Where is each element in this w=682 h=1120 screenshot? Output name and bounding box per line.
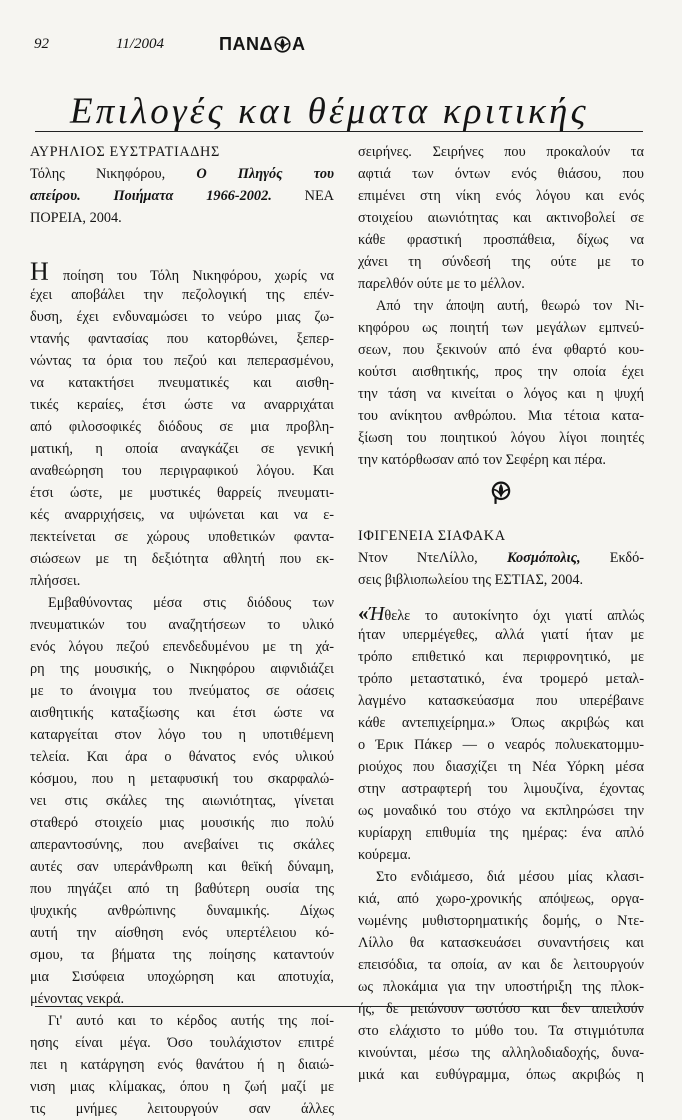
paragraph-line: κυρίαρχη επιθυμία της ημέρας: ένα απλό <box>358 825 644 841</box>
dropcap: Η <box>30 262 49 284</box>
paragraph-line: να κατακτήσει πνευματικές και αισθη- <box>30 375 334 391</box>
paragraph-line: την τάση να κινείται ο λόγος και η ψυχή <box>358 386 644 402</box>
paragraph-line: νώντας τα όρια του πεζού και πεπερασμένου, <box>30 353 334 369</box>
right-column <box>358 141 644 1086</box>
review2-book-title: Κοσμόπολις, <box>506 550 581 566</box>
paragraph-line: στο ελάχιστο το μύθο του. Τα στιγμιότυπα <box>358 1023 644 1039</box>
paragraph-line: ενός λόγου πεζού επενδεδυμένου με τη χά- <box>30 639 334 655</box>
paragraph-line: νωμένης μυθιστορηματικής δομής, ο Ντε- <box>358 913 644 929</box>
paragraph-line: κιά, από χωρο-χρονικής απόψεως, οργα- <box>358 891 644 907</box>
paragraph-line: ρη της μουσικής, ο Νικηφόρου αιφνιδιάζει <box>30 661 334 677</box>
paragraph-line: Από την άποψη αυτή, θεωρώ τον Νι- <box>376 298 644 314</box>
review1-biblio-line1: Τόλης Νικηφόρου, Ο Πληγός του <box>30 166 334 182</box>
paragraph-line: παρελθόν ούτε με το μέλλον. <box>358 276 525 292</box>
paragraph-line: αφτιά των όντων ενός θιάσου, που <box>358 166 644 182</box>
section-title: Επιλογές και θέματα κριτικής <box>70 91 589 132</box>
paragraph-line: ξίωση του ποιητικού λόγου λίγοι ποιητές <box>358 430 644 446</box>
paragraph-line: κινούνται, μέσω της αλληλοδιαδοχής, δυνα- <box>358 1045 644 1061</box>
paragraph-line: Η ποίηση του Τόλη Νικηφόρου, χωρίς να <box>30 262 334 284</box>
paragraph-line: σεων, που ξεκινούν από ένα φθαρτό κου- <box>358 342 644 358</box>
paragraph-line: τικές κεραίες, έτσι ώστε να αναρριχάται <box>30 397 334 413</box>
paragraph-line: σιώσεων με τη δεξιότητα αθλητή που εκ- <box>30 551 334 567</box>
spacer <box>358 591 644 602</box>
paragraph-line: ως μοναδικό του στόχο να εκπληρώσει την <box>358 803 644 819</box>
quote-initial: Ή <box>368 603 385 624</box>
paragraph-line: που πηγάζει από τη βαθύτερη ουσία της <box>30 881 334 897</box>
paragraph-line: απεραντοσύνης, που ανεβαίνει τις σκάλες <box>30 837 334 853</box>
review1-author: ΑΥΡΗΛΙΟΣ ΕΥΣΤΡΑΤΙΑΔΗΣ <box>30 144 220 160</box>
paragraph-line: με το άνοιγμα του πνεύματος σε οάσεις <box>30 683 334 699</box>
paragraph-line: σταθερό στοιχείο μιας μουσικής πιο πολύ <box>30 815 334 831</box>
paragraph-line: κόσμου, που η μεταφυσική του σκαρφαλώ- <box>30 771 334 787</box>
paragraph-line: επιμένει στη νίκη ενός λόγου και ενός <box>358 188 644 204</box>
section-separator <box>358 471 644 525</box>
paragraph-line: του ανίκητου ανθρώπου. Μια τέτοια κατα- <box>358 408 644 424</box>
paragraph-line: πει η κατάργηση ενός θανάτου ή η διαιώ- <box>30 1057 334 1073</box>
paragraph-line: Εμβαθύνοντας μέσα στις διόδους των <box>48 595 334 611</box>
flower-ornament-icon <box>490 481 512 505</box>
paragraph-line: στοιχείου αιωνιότητας και ακτινοβολεί σε <box>358 210 644 226</box>
paragraph-line: χάνει τη σύνδεσή της ούτε με το <box>358 254 644 270</box>
page-number: 92 <box>34 36 49 52</box>
paragraph-line: μικά και ευθύγραμμα, όπως ακριβώς η <box>358 1067 644 1083</box>
logo-text-left: ΠΑΝΔ <box>219 34 273 54</box>
paragraph-line: αυτή την αίσθηση ενός υπερτέλειου κό- <box>30 925 334 941</box>
paragraph-line: αναθεώρηση του περιγραφικού λόγου. Και <box>30 463 334 479</box>
paragraph-line: αυτές σαν υπεράνθρωπη και θεϊκή δύναμη, <box>30 859 334 875</box>
paragraph-line: Στο ενδιάμεσο, διά μέσου μίας κλασι- <box>376 869 644 885</box>
logo-text-right: Α <box>291 34 306 54</box>
review1-book-title-a: Ο Πληγός του <box>196 166 334 182</box>
running-header <box>34 36 648 58</box>
paragraph-line: την κατόρθωσαν από τον Σεφέρη και πέρα. <box>358 452 606 468</box>
paragraph-line: ριούχος που διασχίζει τη Νέα Υόρκη μέσα <box>358 759 644 775</box>
paragraph-line: κούτσι αισθητικής, προς την οποία έχει <box>358 364 644 380</box>
paragraph-line: κάθε φραστική προσπάθεια, δίχως να <box>358 232 644 248</box>
review1-biblio-line3: ΠΟΡΕΙΑ, 2004. <box>30 210 122 226</box>
bottom-rule <box>35 1006 643 1007</box>
paragraph-line: έχει αποβάλει την πεζολογική της επέν- <box>30 287 334 303</box>
paragraph-line: λαγμένο κατασκεύασμα που υπερέβαινε <box>358 693 644 709</box>
paragraph-line: τελεία. Και άρα ο θάνατος ενός υλικού <box>30 749 334 765</box>
paragraph-line: κηφόρου ως ποιητή των μεγάλων εμπνεύ- <box>358 320 644 336</box>
paragraph-line: Γι' αυτό και το κέρδος αυτής της ποί- <box>48 1013 334 1029</box>
paragraph-line: νιση μιας κλίμακας, όπου η ζωή μαζί με <box>30 1079 334 1095</box>
magazine-logo <box>219 34 305 55</box>
paragraph-line: πνευματικών του αναζητήσεων το υλικό <box>30 617 334 633</box>
paragraph-line: νει στις σκάλες της αιωνιότητας, γίνεται <box>30 793 334 809</box>
paragraph-line: κάθε αντεπιχείρημα.» Όπως ακριβώς και <box>358 715 644 731</box>
issue-number: 11/2004 <box>116 36 165 52</box>
paragraph-line: μια Σισύφεια υποχώρηση και αποτυχία, <box>30 969 334 985</box>
paragraph-line: από φιλοσοφικές διόδους σε μια προβλη- <box>30 419 334 435</box>
paragraph-line: επεισόδια, τα οποία, αν και δε λειτουργούν <box>358 957 644 973</box>
paragraph-line: ής, δε μειώνουν ωστόσο και δεν απειλούν <box>358 1001 644 1017</box>
review2-biblio-line2: σεις βιβλιοπωλείου της ΕΣΤΙΑΣ, 2004. <box>358 572 584 588</box>
paragraph-line: δυση, έχει ενδυναμώσει το νεύρο μιας ζω- <box>30 309 334 325</box>
paragraph-line: αισθητικής καταξίωσης και έτσι ώστε να <box>30 705 334 721</box>
paragraph-line: έτσι ώστε, με μυστικές θαρρείς πνευματι- <box>30 485 334 501</box>
paragraph-line: ο Έρικ Πάκερ — ο νεαρός πολυεκατομμυ- <box>358 737 644 753</box>
review2-biblio-line1: Ντον ΝτεΛίλλο, Κοσμόπολις, Εκδό- <box>358 550 644 566</box>
paragraph-line: σειρήνες. Σειρήνες που προκαλούν τα <box>358 144 644 160</box>
paragraph-line: ματική, η οποία αναγκάζει σε γενική <box>30 441 334 457</box>
review1-book-title-b: απείρου. Ποιήματα 1966-2002. <box>30 188 272 204</box>
paragraph-line: ντανής φαντασίας που κατορθώνει, ξεπερ- <box>30 331 334 347</box>
paragraph-line: Λίλλο θα κατασκευάσει συναντήσεις και <box>358 935 644 951</box>
paragraph-line: πεκτείνεται σε χώρους υποθετικών φαντα- <box>30 529 334 545</box>
paragraph-line: στην αστραφτερή του λιμουζίνα, έχοντας <box>358 781 644 797</box>
flower-icon <box>274 36 291 53</box>
paragraph-line: μένοντας νεκρά. <box>30 991 125 1007</box>
review1-biblio-line2: απείρου. Ποιήματα 1966-2002. ΝΕΑ <box>30 188 334 204</box>
paragraph-line: ως πλοκάμια για την υποστήριξη της πλοκ- <box>358 979 644 995</box>
paragraph-line: πλήσσει. <box>30 573 81 589</box>
paragraph-line: τρόπο μεταστατικό, ένα τρομερό μεταλ- <box>358 671 644 687</box>
title-rule <box>35 131 643 132</box>
paragraph-line: τρόπο επιθετικό και περιφρονητικό, με <box>358 649 644 665</box>
review2-author: ΙΦΙΓΕΝΕΙΑ ΣΙΑΦΑΚΑ <box>358 528 506 544</box>
paragraph-line: σμου, τα βήματα της ποίησης καταντούν <box>30 947 334 963</box>
paragraph-line: τις μνήμες λειτουργούν σαν άλλες <box>30 1101 334 1117</box>
spacer <box>30 251 334 262</box>
spacer <box>30 229 334 251</box>
paragraph-line: ήταν υπερμέγεθες, αλλά γιατί ήταν με <box>358 627 644 643</box>
paragraph-line: ησης είναι μέγα. Όσο τουλάχιστον επιτρέ <box>30 1035 334 1051</box>
left-column <box>30 141 334 1120</box>
paragraph-line: καταργείται στον λόγο του η υποτιθέμενη <box>30 727 334 743</box>
paragraph-line: κούρεμα. <box>358 847 411 863</box>
opening-quote: « <box>358 602 369 624</box>
paragraph-line: ψυχικής ανθρώπινης δυναμικής. Δίχως <box>30 903 334 919</box>
paragraph-line: κές αναρριχήσεις, να υψώνεται και να ε- <box>30 507 334 523</box>
paragraph-line: «Ήθελε το αυτοκίνητο όχι γιατί απλώς <box>358 602 644 624</box>
